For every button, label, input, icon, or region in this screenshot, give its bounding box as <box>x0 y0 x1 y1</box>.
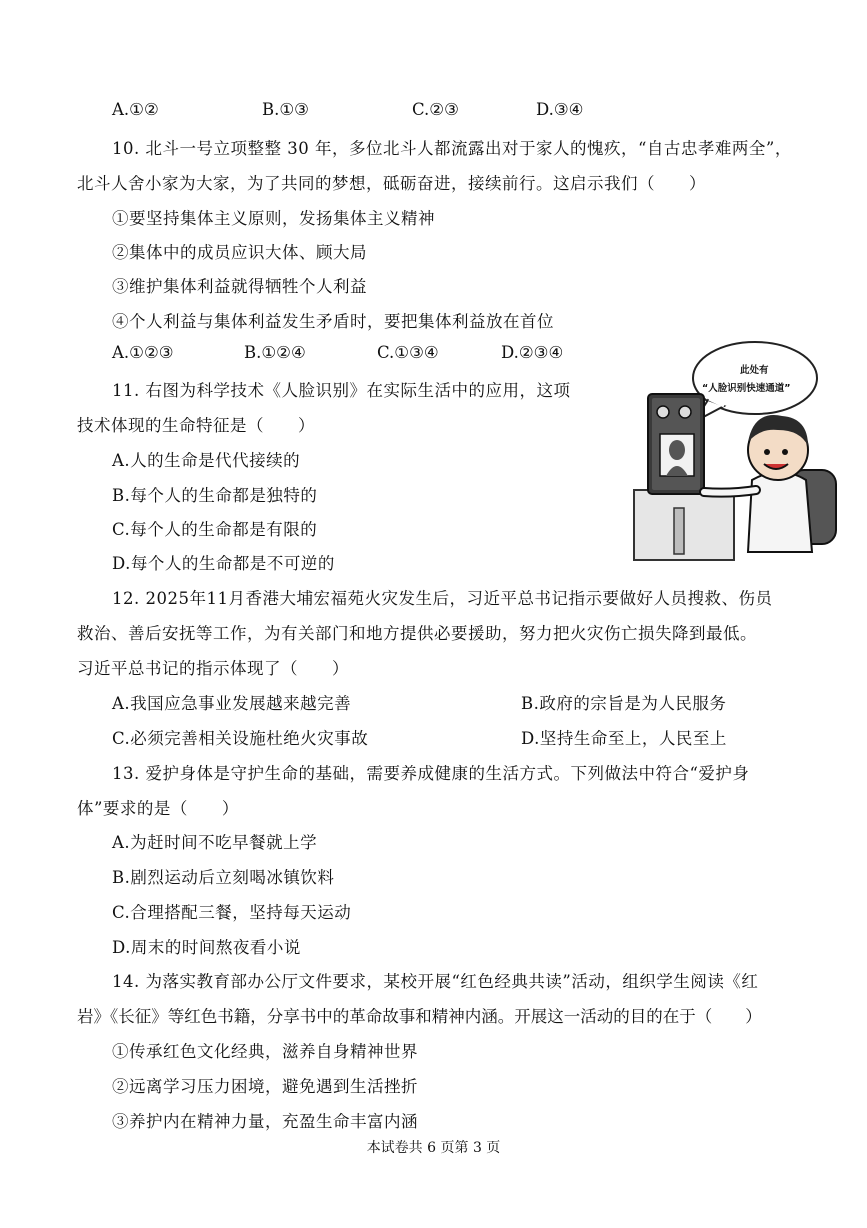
q11-stem-line2: 技术体现的生命特征是（ ） <box>77 416 315 435</box>
q14-item-1: ①传承红色文化经典，滋养自身精神世界 <box>112 1042 418 1061</box>
bubble-line1: 此处有 <box>740 365 769 376</box>
q11-option-a: A.人的生命是代代接续的 <box>112 451 301 470</box>
q10-option-a: A.①②③ <box>112 343 174 362</box>
q13-stem-line2: 体”要求的是（ ） <box>77 799 239 818</box>
q10-stem-line2: 北斗人舍小家为大家，为了共同的梦想，砥砺奋进，接续前行。这启示我们（ ） <box>77 174 706 193</box>
q12-stem-line2: 救治、善后安抚等工作，为有关部门和地方提供必要援助，努力把火灾伤亡损失降到最低。 <box>77 624 757 643</box>
q11-stem-line1: 11. 右图为科学技术《人脸识别》在实际生活中的应用，这项 <box>112 381 571 400</box>
q11-option-d: D.每个人的生命都是不可逆的 <box>112 554 335 573</box>
q12-stem-line3: 习近平总书记的指示体现了（ ） <box>77 659 349 678</box>
q10-item-3: ③维护集体利益就得牺牲个人利益 <box>112 277 367 296</box>
q10-option-d: D.②③④ <box>501 343 564 362</box>
q11-option-b: B.每个人的生命都是独特的 <box>112 486 318 505</box>
q14-item-2: ②远离学习压力困境，避免遇到生活挫折 <box>112 1077 418 1096</box>
q10-option-b: B.①②④ <box>244 343 306 362</box>
q9-option-b: B.①③ <box>262 100 309 119</box>
q9-option-d: D.③④ <box>536 100 584 119</box>
q10-stem-line1: 10. 北斗一号立项整整 30 年，多位北斗人都流露出对于家人的愧疚，“自古忠孝难两全”， <box>112 139 792 158</box>
boy-body <box>748 472 812 552</box>
q10-options <box>112 343 563 362</box>
bubble-line2: “人脸识别快速通道” <box>702 383 791 394</box>
q12-option-c: C.必须完善相关设施杜绝火灾事故 <box>112 729 369 748</box>
q14-item-3: ③养护内在精神力量，充盈生命丰富内涵 <box>112 1112 418 1131</box>
q13-stem-line1: 13. 爱护身体是守护生命的基础，需要养成健康的生活方式。下列做法中符合“爱护身 <box>112 764 750 783</box>
q10-item-1: ①要坚持集体主义原则，发扬集体主义精神 <box>112 209 435 228</box>
q12-option-a: A.我国应急事业发展越来越完善 <box>112 694 352 713</box>
kiosk-camera-icon <box>657 406 669 418</box>
q12-option-d: D.坚持生命至上，人民至上 <box>521 729 727 748</box>
q13-option-c: C.合理搭配三餐，坚持每天运动 <box>112 903 352 922</box>
q10-option-c: C.①③④ <box>377 343 439 362</box>
q9-option-a: A.①② <box>112 100 159 119</box>
q12-stem-line1: 12. 2025年11月香港大埔宏福苑火灾发生后，习近平总书记指示要做好人员搜救、伤员 <box>112 589 773 608</box>
page-footer: 本试卷共 6 页第 3 页 <box>366 1140 501 1156</box>
q9-options <box>112 100 583 119</box>
q10-item-4: ④个人利益与集体利益发生矛盾时，要把集体利益放在首位 <box>112 312 554 331</box>
q10-item-2: ②集体中的成员应识大体、顾大局 <box>112 243 367 262</box>
q12-option-b: B.政府的宗旨是为人民服务 <box>521 694 727 713</box>
q13-option-d: D.周末的时间熬夜看小说 <box>112 938 301 957</box>
q9-option-c: C.②③ <box>412 100 459 119</box>
face-recognition-illustration <box>630 330 850 562</box>
q14-stem-line1: 14. 为落实教育部办公厅文件要求，某校开展“红色经典共读”活动，组织学生阅读《红 <box>112 972 759 991</box>
q13-option-a: A.为赶时间不吃早餐就上学 <box>112 833 318 852</box>
q13-option-b: B.剧烈运动后立刻喝冰镇饮料 <box>112 868 335 887</box>
q11-option-c: C.每个人的生命都是有限的 <box>112 520 318 539</box>
q14-stem-line2: 岩》《长征》等红色书籍，分享书中的革命故事和精神内涵。开展这一活动的目的在于（ ） <box>77 1007 762 1026</box>
